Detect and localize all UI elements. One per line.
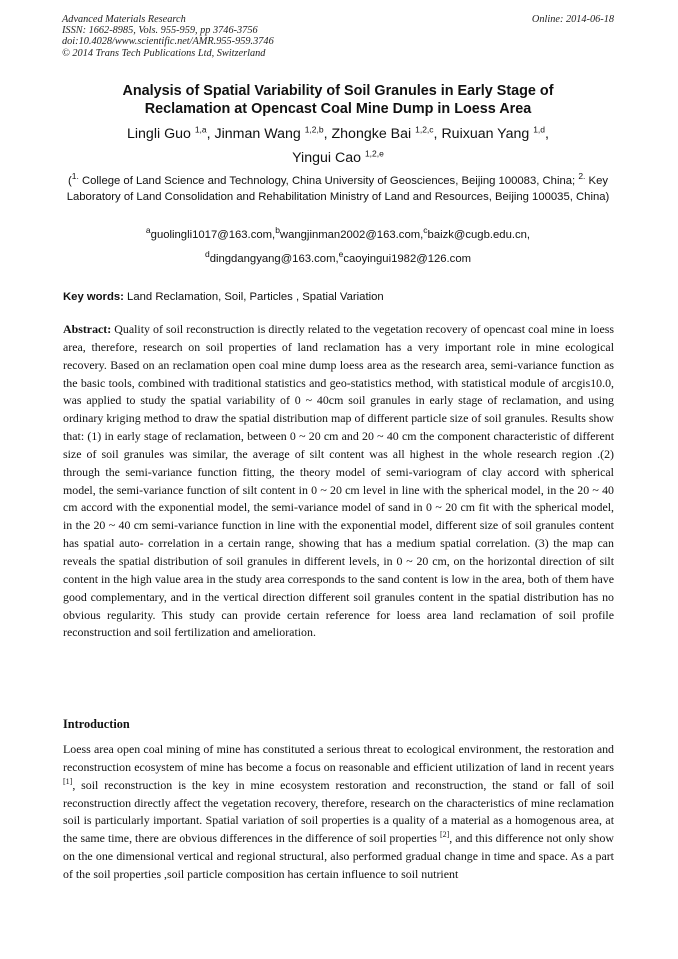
paper-title	[62, 82, 614, 118]
introduction-heading: Introduction	[63, 717, 130, 731]
introduction-body: Loess area open coal mining of mine has constituted a serious threat to ecological environment, the restoration and reconstruction ecosystem of mine has become a focus on reasonable and efficient utilization of land in recent years [1], soil reconstruction is the key in mine ecosystem restoration and reconstruction, the stand or fall of soil reconstruction directly affect the vegetation recovery, therefore, research on the characteristics of mine reclamation soil is particularly important. Spatial variation of soil properties is a quality of a material as a homogenous area, at the same time, there are obvious differences in the difference of soil properties [2], and this difference not only show on the one dimensional vertical and regional structural, also performed gradual change in time and space. As a part of the soil properties ,soil particle composition has certain influence to soil nutrient	[63, 742, 614, 881]
citation-ref[interactable]: [1]	[63, 776, 73, 786]
copyright-line: © 2014 Trans Tech Publications Ltd, Switzerland	[62, 47, 266, 59]
email-address[interactable]: caoyingui1982@126.com	[343, 253, 472, 265]
email-line-2: $^d$dingdangyang@163.com,$^e$caoyingui1982@126.com	[204, 249, 472, 265]
email-address[interactable]: baizk@cugb.edu.cn,	[427, 229, 531, 241]
keywords-label: Key words:	[63, 291, 124, 303]
author: Ruixuan Yang $^{1,d}$,	[441, 124, 549, 142]
email-line-1: $^a$guolingli1017@163.com,$^b$wangjinman2002@163.com,$^c$baizk@cugb.edu.cn,	[145, 225, 531, 241]
abstract-text: Quality of soil reconstruction is directly related to the vegetation recovery of opencast coal mine in loess area, therefore, research on soil properties of land reclamation has a very important role in mine ecological recovery. Based on an reclamation open coal mine dump loess area as the research area, semi-variance function as the basic tools, combined with traditional statistics and geo-statistics method, with statistical module of arcgis10.0, was applied to study the spatial variability of 0 ~ 40cm soil granules in early stage of reclamation, and using ordinary kriging method to draw the spatial distribution map of different particle size of soil granules. Results show that: (1) in early stage of reclamation, between 0 ~ 20 cm and 20 ~ 40 cm the component characteristic of different size of soil granules was similar, the average of silt content was all highest in the whole research region .(2) through the semi-variance function fitting, the theory model of semi-variogram of clay accord with spherical model, the semi-variance function of silt content in 0 ~ 20 cm level in line with the spherical model, in the 20 ~ 40 cm accord with the exponential model, the semi-variance model of sand in 0 ~ 20 cm fit with the spherical model, in the 20 ~ 40 cm semi-variance function in line with the exponential model, different size of soil granules content has spatial auto- correlation in a certain range, showing that has a medium spatial correlation. (3) the map can reveals the spatial distribution of soil granules in different levels, in 0 ~ 20 cm, on the horizontal direction of silt content in the high value area in the study area corresponds to the sand content is low in the area, both of them have good complementary, and in the vertical direction different soil granules content in the spatial distribution has no obvious regularity. This study can provide certain reference for loess area land reclamation of soil profile reconstruction and soil fertilization and amelioration.	[63, 322, 614, 640]
title-line-2: Reclamation at Opencast Coal Mine Dump in Loess Area	[144, 101, 532, 117]
affiliations: ($^{1.}$ College of Land Science and Technology, China University of Geosciences, Beijing 100083, China; $^{2.}$ Key Laboratory of Land Consolidation and Rehabilitation Ministry of Land and Resources, Beijing 100035, China)	[66, 171, 610, 203]
author: Yingui Cao $^{1,2,e}$	[292, 148, 384, 166]
online-date: Online: 2014-06-18	[531, 14, 614, 25]
author: Zhongke Bai $^{1,2,c}$,	[331, 124, 442, 142]
doi-line: doi:10.4028/www.scientific.net/AMR.955-959.3746	[62, 36, 274, 48]
citation-ref[interactable]: [2]	[439, 830, 450, 840]
email-address[interactable]: guolingli1017@163.com,	[150, 229, 276, 241]
email-address[interactable]: dingdangyang@163.com,	[209, 253, 339, 265]
running-header	[62, 14, 614, 59]
keywords	[63, 290, 614, 305]
author: Lingli Guo $^{1,a}$,	[127, 124, 215, 142]
keywords-text: Land Reclamation, Soil, Particles , Spatial Variation	[123, 291, 384, 303]
author: Jinman Wang $^{1,2,b}$,	[214, 124, 332, 142]
author-list	[62, 122, 614, 170]
issn-line: ISSN: 1662-8985, Vols. 955-959, pp 3746-3756	[62, 25, 258, 37]
journal-name: Advanced Materials Research	[62, 14, 186, 25]
abstract-label: Abstract:	[63, 322, 112, 336]
email-address[interactable]: wangjinman2002@163.com,	[279, 229, 424, 241]
abstract	[63, 321, 614, 642]
title-line-1: Analysis of Spatial Variability of Soil Granules in Early Stage of	[122, 83, 554, 99]
